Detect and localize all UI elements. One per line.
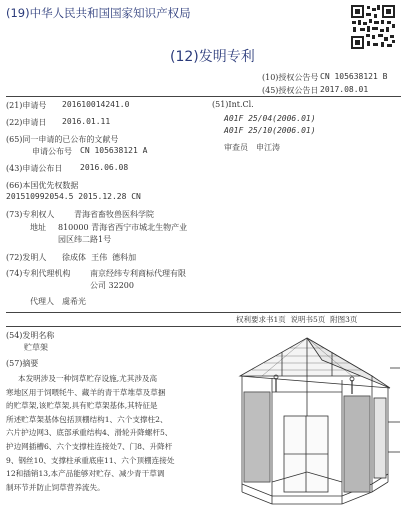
patentee-label: (73)专利权人 — [6, 210, 55, 219]
agency-label: (74)专利代理机构 — [6, 269, 71, 278]
inventors: 徐成体 王伟 德科加 — [62, 253, 137, 262]
inventors-label: (72)发明人 — [6, 253, 47, 262]
abstract-line: 9、钢丝10、支撑柱承重底座11、六个顶棚连接处 — [6, 455, 175, 465]
address-line-2: 园区纬二路1号 — [58, 235, 112, 244]
ipc-code-1: A01F 25/04(2006.01) — [224, 114, 316, 123]
page-counts: 权利要求书1页 说明书5页 附图3页 — [236, 315, 358, 324]
publication-date-label: (43)申请公布日 — [6, 164, 63, 173]
application-number-label: (21)申请号 — [6, 101, 47, 110]
abstract-line: 所述贮草架基体包括顶棚结构1、六个支撑柱2、 — [6, 414, 168, 424]
abstract-label: (57)摘要 — [6, 359, 39, 368]
claims-divider-top — [6, 312, 401, 313]
abstract-line: 六片护边网3、底部承重结构4、滑轮升降螺杆5、 — [6, 428, 173, 438]
document-type: (12)发明专利 — [170, 49, 255, 65]
publication-date: 2016.06.08 — [80, 163, 129, 172]
claims-divider-bottom — [6, 326, 401, 327]
abstract-line: 12和插销13,本产品能够对贮存、减少青干草调 — [6, 469, 165, 479]
publication-number-label: 申请公布号 — [32, 147, 72, 156]
agent: 虞希光 — [62, 297, 86, 306]
priority-value: 201510992054.5 2015.12.28 CN — [6, 192, 141, 201]
invention-title: 贮草架 — [24, 343, 48, 352]
agency-line-1: 南京经纬专利商标代理有限 — [90, 269, 186, 278]
grant-number: CN 105638121 B — [320, 72, 388, 81]
publication-number: CN 105638121 A — [80, 146, 148, 155]
qr-code — [350, 4, 396, 50]
abstract-line: 的贮草架,该贮草架,具有贮草架基体,其特征是 — [6, 401, 158, 411]
ipc-label: (51)Int.Cl. — [212, 100, 254, 109]
abstract-line: 护边网插槽6、六个支撑柱连接处7、门8、升降杆 — [6, 441, 173, 451]
grant-number-label: (10)授权公告号 — [262, 73, 319, 82]
address-line-1: 810000 青海省西宁市城北生物产业 — [58, 223, 188, 232]
abstract-text — [6, 372, 212, 494]
address-label: 地址 — [30, 223, 46, 232]
abstract-line: 制环节并防止饲草营养流失。 — [6, 482, 105, 492]
patentee: 青海省畜牧兽医科学院 — [74, 210, 154, 219]
application-number: 201610014241.0 — [62, 100, 130, 109]
examiner: 申江涛 — [256, 143, 280, 152]
office-name: (19)中华人民共和国国家知识产权局 — [6, 6, 191, 20]
title-label: (54)发明名称 — [6, 331, 55, 340]
header-divider — [6, 96, 401, 97]
application-date-label: (22)申请日 — [6, 118, 47, 127]
grant-date-label: (45)授权公告日 — [262, 86, 319, 95]
examiner-label: 审查员 — [224, 143, 248, 152]
abstract-line: 寒地区用于饲喂牦牛、藏羊的青干草堆草及草捆 — [6, 387, 166, 397]
agent-label: 代理人 — [30, 297, 54, 306]
prior-publication-label: (65)同一申请的已公布的文献号 — [6, 135, 119, 144]
application-date: 2016.01.11 — [62, 117, 111, 126]
abstract-line: 本发明涉及一种饲草贮存设施,尤其涉及高 — [18, 374, 158, 383]
agency-line-2: 公司 32200 — [90, 281, 134, 290]
hay-rack-drawing — [212, 332, 402, 512]
priority-label: (66)本国优先权数据 — [6, 181, 79, 190]
ipc-code-2: A01F 25/10(2006.01) — [224, 126, 316, 135]
grant-date: 2017.08.01 — [320, 85, 369, 94]
